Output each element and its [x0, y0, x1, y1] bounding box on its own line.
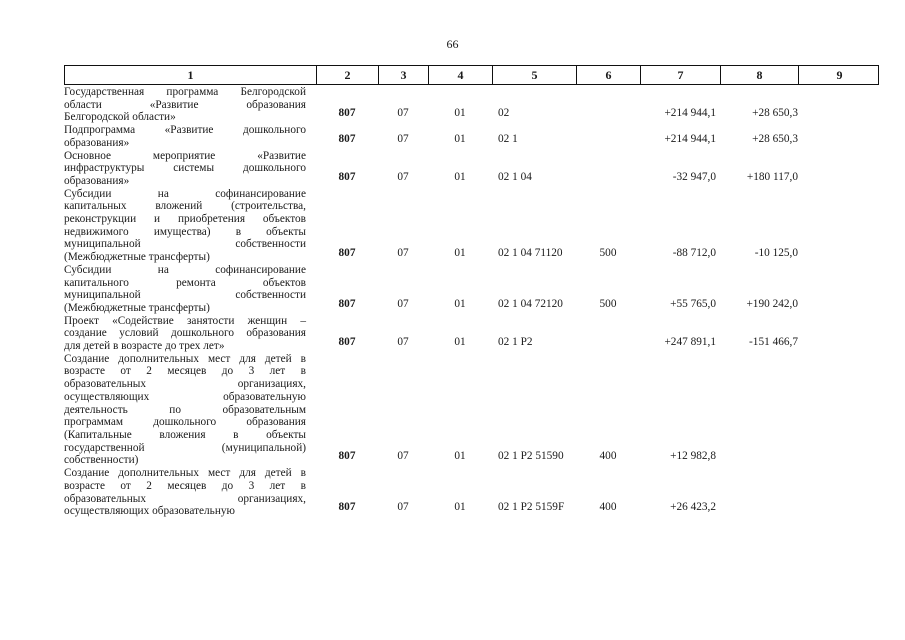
- row-cs-code: 02 1 04 72120: [498, 297, 563, 310]
- header-col-4: 4: [429, 66, 493, 84]
- row-rz-code-cell: [378, 315, 428, 353]
- row-sum-2: +28 650,3: [752, 132, 798, 145]
- row-sum-3: [798, 349, 879, 352]
- row-name-line: осуществляющих образовательную: [64, 390, 306, 403]
- row-pr-code: 01: [454, 107, 466, 120]
- table-row: [64, 188, 879, 264]
- table-row: [64, 353, 879, 467]
- row-sum-2-cell: [720, 467, 798, 518]
- row-gr-code-cell: [316, 264, 378, 315]
- row-name: [64, 353, 316, 467]
- row-sum-1-cell: [640, 150, 720, 188]
- row-gr-code-cell: [316, 86, 378, 124]
- row-cs-code-cell: [492, 188, 576, 264]
- row-sum-3: [798, 260, 879, 263]
- row-sum-1: +247 891,1: [664, 336, 716, 349]
- row-name-line: (Капитальные вложения в объекты: [64, 428, 306, 441]
- row-cs-code: 02 1 04: [498, 170, 532, 183]
- row-pr-code: 01: [454, 336, 466, 349]
- row-pr-code: 01: [454, 170, 466, 183]
- row-pr-code-cell: [428, 264, 492, 315]
- table-row: [64, 124, 879, 149]
- row-sum-2-cell: [720, 86, 798, 124]
- row-gr-code-cell: [316, 315, 378, 353]
- row-sum-3: [798, 514, 879, 517]
- row-vr-code: 400: [599, 450, 617, 463]
- row-sum-1: -32 947,0: [672, 170, 716, 183]
- row-gr-code: 807: [338, 501, 356, 514]
- row-name: [64, 124, 316, 149]
- row-name-line: Основное мероприятие «Развитие: [64, 149, 306, 162]
- row-name-line: возрасте от 2 месяцев до 3 лет в: [64, 479, 306, 492]
- row-cs-code: 02: [498, 107, 510, 120]
- row-vr-code-cell: [576, 315, 640, 353]
- row-cs-code-cell: [492, 150, 576, 188]
- row-vr-code-cell: [576, 150, 640, 188]
- row-name-line: деятельность по образовательным: [64, 403, 306, 416]
- row-rz-code-cell: [378, 353, 428, 467]
- row-rz-code: 07: [397, 107, 409, 120]
- row-rz-code-cell: [378, 188, 428, 264]
- row-sum-3-cell: [798, 315, 879, 353]
- row-name-line: (Межбюджетные трансферты): [64, 301, 210, 314]
- row-sum-1-cell: [640, 353, 720, 467]
- row-vr-code: [576, 184, 640, 187]
- row-name-line: муниципальной собственности: [64, 289, 306, 302]
- row-name-line: образовательных организациях,: [64, 378, 306, 391]
- row-gr-code: 807: [338, 336, 356, 349]
- header-col-6: 6: [577, 66, 641, 84]
- header-col-3: 3: [379, 66, 429, 84]
- row-cs-code: 02 1 P2 51590: [498, 450, 564, 463]
- header-col-2: 2: [317, 66, 379, 84]
- table-row: [64, 264, 879, 315]
- row-rz-code-cell: [378, 264, 428, 315]
- row-pr-code-cell: [428, 188, 492, 264]
- row-vr-code-cell: [576, 188, 640, 264]
- row-sum-3: [798, 463, 879, 466]
- row-sum-1: -88 712,0: [672, 247, 716, 260]
- row-vr-code-cell: [576, 467, 640, 518]
- row-sum-3: [798, 184, 879, 187]
- row-cs-code-cell: [492, 353, 576, 467]
- row-pr-code-cell: [428, 315, 492, 353]
- row-sum-2-cell: [720, 315, 798, 353]
- row-vr-code-cell: [576, 264, 640, 315]
- row-cs-code: 02 1 P2: [498, 336, 533, 349]
- row-vr-code: [576, 120, 640, 123]
- row-name-line: капитального ремонта объектов: [64, 276, 306, 289]
- row-sum-1-cell: [640, 467, 720, 518]
- row-gr-code: 807: [338, 450, 356, 463]
- row-sum-2: -10 125,0: [754, 247, 798, 260]
- row-gr-code: 807: [338, 107, 356, 120]
- row-sum-1: +12 982,8: [670, 450, 716, 463]
- row-name: [64, 315, 316, 353]
- row-gr-code-cell: [316, 353, 378, 467]
- row-pr-code-cell: [428, 467, 492, 518]
- row-sum-2: [720, 463, 798, 466]
- row-name-line: собственности): [64, 454, 139, 467]
- row-cs-code-cell: [492, 315, 576, 353]
- row-sum-1-cell: [640, 188, 720, 264]
- row-name: [64, 467, 316, 518]
- row-pr-code: 01: [454, 132, 466, 145]
- header-col-1: 1: [65, 66, 317, 84]
- row-sum-3-cell: [798, 353, 879, 467]
- row-sum-2: -151 466,7: [749, 336, 798, 349]
- row-pr-code: 01: [454, 501, 466, 514]
- row-pr-code-cell: [428, 124, 492, 149]
- row-name-line: образования»: [64, 174, 130, 187]
- row-name-line: Создание дополнительных мест для детей в: [64, 467, 306, 480]
- row-sum-3: [798, 120, 879, 123]
- row-sum-2: +28 650,3: [752, 107, 798, 120]
- row-sum-3: [798, 146, 879, 149]
- row-sum-3-cell: [798, 264, 879, 315]
- row-sum-3-cell: [798, 124, 879, 149]
- row-pr-code: 01: [454, 450, 466, 463]
- row-name-line: Создание дополнительных мест для детей в: [64, 352, 306, 365]
- row-name-line: государственной (муниципальной): [64, 441, 306, 454]
- row-name-line: образования»: [64, 136, 130, 149]
- row-pr-code-cell: [428, 86, 492, 124]
- row-pr-code: 01: [454, 247, 466, 260]
- row-name: [64, 86, 316, 124]
- row-vr-code: [576, 349, 640, 352]
- row-rz-code: 07: [397, 170, 409, 183]
- header-col-5: 5: [493, 66, 577, 84]
- row-name-line: Проект «Содействие занятости женщин –: [64, 314, 306, 327]
- row-sum-3-cell: [798, 150, 879, 188]
- row-sum-3-cell: [798, 467, 879, 518]
- row-rz-code: 07: [397, 297, 409, 310]
- row-name: [64, 264, 316, 315]
- row-name-line: капитальных вложений (строительства,: [64, 200, 306, 213]
- row-pr-code-cell: [428, 353, 492, 467]
- row-sum-2-cell: [720, 124, 798, 149]
- table-row: [64, 467, 879, 518]
- row-sum-1: +26 423,2: [670, 501, 716, 514]
- row-name-line: Подпрограмма «Развитие дошкольного: [64, 124, 306, 137]
- row-vr-code: [576, 146, 640, 149]
- table-row: [64, 150, 879, 188]
- row-pr-code-cell: [428, 150, 492, 188]
- page-number: 66: [446, 37, 459, 51]
- header-col-7: 7: [641, 66, 721, 84]
- row-sum-2-cell: [720, 264, 798, 315]
- row-sum-3-cell: [798, 188, 879, 264]
- row-name-line: образовательных организациях,: [64, 492, 306, 505]
- row-rz-code-cell: [378, 124, 428, 149]
- row-sum-2-cell: [720, 188, 798, 264]
- row-gr-code: 807: [338, 132, 356, 145]
- row-rz-code-cell: [378, 467, 428, 518]
- row-sum-1-cell: [640, 124, 720, 149]
- row-rz-code: 07: [397, 450, 409, 463]
- row-rz-code-cell: [378, 150, 428, 188]
- row-rz-code-cell: [378, 86, 428, 124]
- row-sum-1-cell: [640, 86, 720, 124]
- table-row: [64, 86, 879, 124]
- row-gr-code-cell: [316, 188, 378, 264]
- row-cs-code: 02 1 P2 5159F: [498, 501, 565, 514]
- row-rz-code: 07: [397, 336, 409, 349]
- row-pr-code: 01: [454, 297, 466, 310]
- row-cs-code-cell: [492, 467, 576, 518]
- row-cs-code-cell: [492, 264, 576, 315]
- table-row: [64, 315, 879, 353]
- row-name-line: инфраструктуры системы дошкольного: [64, 162, 306, 175]
- row-rz-code: 07: [397, 501, 409, 514]
- row-gr-code: 807: [338, 247, 356, 260]
- row-name-line: муниципальной собственности: [64, 238, 306, 251]
- row-vr-code: 400: [599, 501, 617, 514]
- row-sum-1-cell: [640, 315, 720, 353]
- header-col-9: 9: [836, 67, 843, 82]
- row-name-line: для детей в возрасте до трех лет»: [64, 340, 225, 353]
- row-name-line: реконструкции и приобретения объектов: [64, 213, 306, 226]
- row-sum-2-cell: [720, 150, 798, 188]
- row-name-line: Субсидии на софинансирование: [64, 263, 306, 276]
- row-rz-code: 07: [397, 132, 409, 145]
- row-name-line: Государственная программа Белгородской: [64, 86, 306, 98]
- row-name: [64, 188, 316, 264]
- row-vr-code-cell: [576, 353, 640, 467]
- row-vr-code: 500: [599, 247, 617, 260]
- row-name-line: области «Развитие образования: [64, 98, 306, 111]
- row-vr-code-cell: [576, 86, 640, 124]
- row-cs-code: 02 1: [498, 132, 518, 145]
- row-vr-code: 500: [599, 297, 617, 310]
- row-name-line: недвижимого имущества) в объекты: [64, 225, 306, 238]
- row-name-line: Субсидии на софинансирование: [64, 187, 306, 200]
- row-sum-3-cell: [798, 86, 879, 124]
- row-name-line: (Межбюджетные трансферты): [64, 251, 210, 264]
- row-sum-1-cell: [640, 264, 720, 315]
- row-vr-code-cell: [576, 124, 640, 149]
- row-name-line: Белгородской области»: [64, 111, 176, 124]
- row-cs-code: 02 1 04 71120: [498, 247, 563, 260]
- row-sum-2: [720, 514, 798, 517]
- row-sum-1: +214 944,1: [664, 132, 716, 145]
- row-sum-1: +214 944,1: [664, 107, 716, 120]
- row-name: [64, 150, 316, 188]
- row-name-line: возрасте от 2 месяцев до 3 лет в: [64, 365, 306, 378]
- row-name-line: осуществляющих образовательную: [64, 505, 235, 518]
- row-sum-1: +55 765,0: [670, 297, 716, 310]
- row-cs-code-cell: [492, 86, 576, 124]
- row-sum-2: +190 242,0: [746, 297, 798, 310]
- row-gr-code-cell: [316, 124, 378, 149]
- row-gr-code: 807: [338, 170, 356, 183]
- row-name-line: программам дошкольного образования: [64, 416, 306, 429]
- row-rz-code: 07: [397, 247, 409, 260]
- row-sum-2-cell: [720, 353, 798, 467]
- row-sum-2: +180 117,0: [746, 170, 798, 183]
- header-col-8: 8: [721, 66, 799, 84]
- row-gr-code: 807: [338, 297, 356, 310]
- row-name-line: создание условий дошкольного образования: [64, 327, 306, 340]
- row-sum-3: [798, 311, 879, 314]
- row-cs-code-cell: [492, 124, 576, 149]
- row-gr-code-cell: [316, 467, 378, 518]
- table-header-row: [64, 65, 879, 85]
- table-body: [64, 86, 879, 518]
- row-gr-code-cell: [316, 150, 378, 188]
